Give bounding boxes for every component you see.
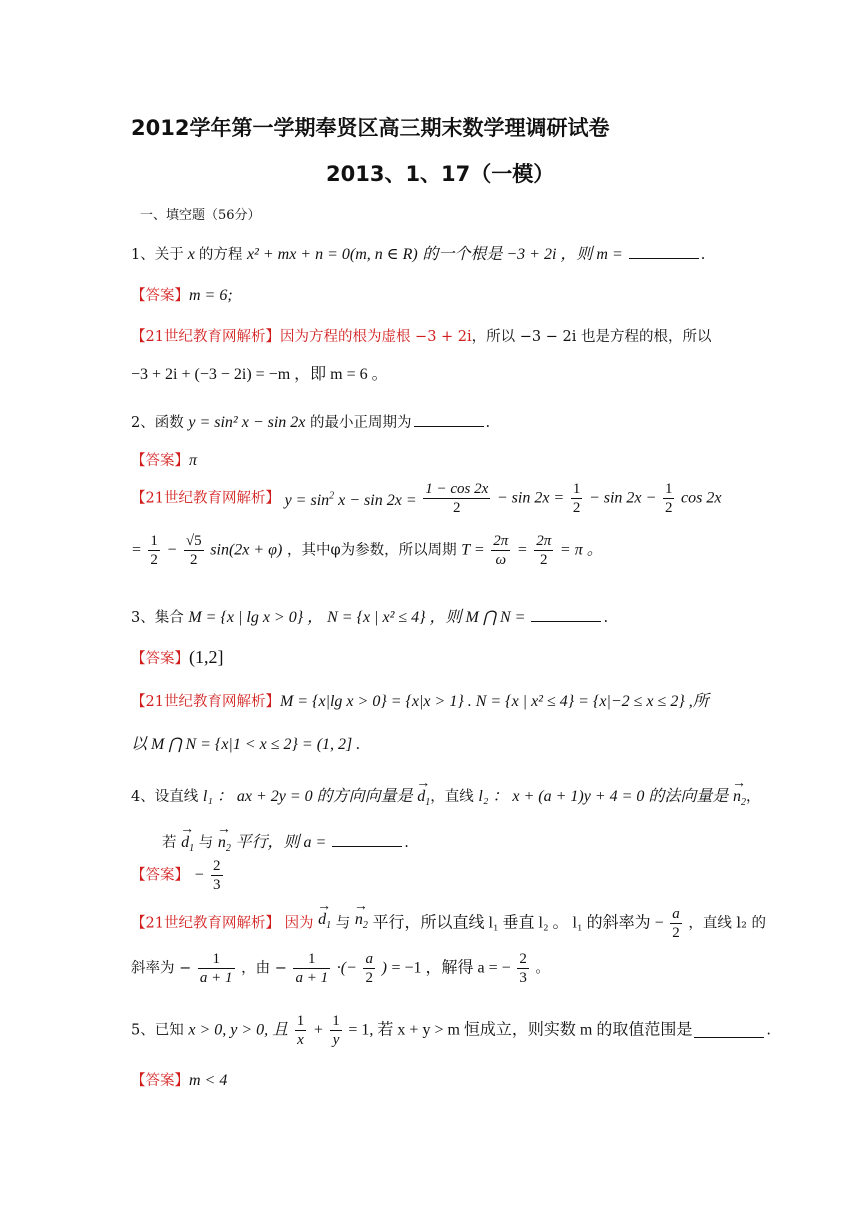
section-heading: 一、填空题（56分） — [140, 208, 261, 223]
fraction: $\frac{1}{y}$ — [332, 1013, 340, 1048]
analysis-2-line-1: 【21世纪教育网解析】 $y = \sin^2 x - \sin 2x$ = $\frac{1 - \cos 2x}{2}$ − sin 2x = $\frac{1}{2}$ − sin 2x − $\frac{1}{2}$ cos 2x — [131, 481, 722, 516]
analysis-4-line-2: 斜率为 − $\frac{1}{a + 1}$ ，由 − $\frac{1}{a + 1}$ ·(− $\frac{a}{2}$ ) = −1 ，解得 a = − $\frac{2}{3}$ 。 — [131, 951, 550, 986]
fraction: $\frac{2}{3}$ — [213, 858, 221, 893]
fraction: $\frac{1 - \cos 2x}{2}$ — [425, 481, 489, 516]
fraction: $\frac{1}{a + 1}$ — [295, 951, 329, 986]
question-3: 3、集合 M = {x | lg x > 0} ， N = {x | x² ≤ 4} ，则 M ⋂ N = . — [131, 609, 609, 626]
document-subtitle: 2013、1、17（一模） — [326, 162, 555, 186]
answer-5: 【答案】m < 4 — [131, 1072, 228, 1089]
answer-1: 【答案】m = 6; — [131, 287, 233, 304]
answer-3: 【答案】(1,2] — [131, 647, 224, 667]
fraction: $\frac{1}{2}$ — [572, 481, 581, 516]
fraction: $\frac{1}{x}$ — [296, 1013, 305, 1048]
fraction: $\frac{a}{2}$ — [365, 951, 373, 986]
answer-2: 【答案】π — [131, 452, 198, 469]
analysis-3-line-2: 以 M ⋂ N = {x|1 < x ≤ 2} = (1, 2] . — [131, 736, 361, 753]
question-4-line-1: 4、设直线 l₁ ： ax + 2y = 0 的方向向量是 → $d_1$，直线 l₂ ： x + (a + 1)y + 4 = 0 的法向量是 → $n_2$， — [131, 787, 761, 813]
question-5: 5、已知 x > 0, y > 0, 且 $\frac{1}{x}$ + $\frac{1}{y}$ = 1, 若 x + y > m 恒成立，则实数 m 的取值范围是 . — [131, 1013, 771, 1048]
q1-equation: x² + mx + n = 0(m, n ∈ R) — [246, 246, 418, 263]
fraction: $\frac{1}{2}$ — [664, 481, 673, 516]
answer-blank — [531, 607, 601, 622]
fraction: $\frac{a}{2}$ — [672, 906, 680, 941]
question-4-line-2: 若 → $d_1$ 与 → $n_2$ 平行，则 a = . — [162, 832, 409, 859]
answer-4: 【答案】 − $\frac{2}{3}$ — [131, 858, 221, 893]
answer-blank — [414, 412, 484, 427]
answer-blank — [332, 832, 402, 847]
fraction: $\frac{1}{a + 1}$ — [199, 951, 233, 986]
fraction: $\frac{2\pi}{2}$ — [536, 533, 552, 568]
q1-condition: 的一个根是 −3 + 2i ，则 m = — [422, 246, 627, 263]
analysis-4-line-1: 【21世纪教育网解析】 因为 → $d_1$ 与 → $n_2$ 平行，所以直线 l₁ 垂直 l₂ 。 l₁ 的斜率为 − $\frac{a}{2}$ ，直线 l₂ 的 — [131, 905, 766, 949]
fraction: $\frac{2}{3}$ — [519, 951, 527, 986]
analysis-3-line-1: 【21世纪教育网解析】M = {x|lg x > 0} = {x|x > 1} . N = {x | x² ≤ 4} = {x|−2 ≤ x ≤ 2} ,所 — [131, 693, 709, 710]
answer-blank — [694, 1023, 764, 1038]
fraction: $\frac{√5}{2}$ — [185, 533, 202, 568]
analysis-1-line-1: 【21世纪教育网解析】因为方程的根为虚根 −3 + 2i，所以 −3 − 2i 也是方程的根，所以 — [131, 329, 712, 345]
document-title: 2012学年第一学期奉贤区高三期末数学理调研试卷 — [131, 116, 610, 140]
question-2: 2、函数 y = sin² x − sin 2x 的最小正周期为 . — [131, 414, 491, 431]
fraction: $\frac{2\pi}{\omega}$ — [493, 533, 509, 568]
fraction: $\frac{1}{2}$ — [150, 533, 158, 568]
answer-blank — [629, 244, 699, 259]
analysis-1-line-2: −3 + 2i + (−3 − 2i) = −m ，即 m = 6 。 — [131, 366, 388, 383]
question-1: 1、关于 x 的方程 x² + mx + n = 0(m, n ∈ R) 的一个根是 −3 + 2i ，则 m = . — [131, 246, 706, 263]
analysis-2-line-2: = $\frac{1}{2}$ − $\frac{√5}{2}$ sin(2x + φ) ，其中φ为参数，所以周期 T = $\frac{2\pi}{\omega}$ = $\frac{2\pi}{2}$ = π 。 — [131, 533, 603, 568]
